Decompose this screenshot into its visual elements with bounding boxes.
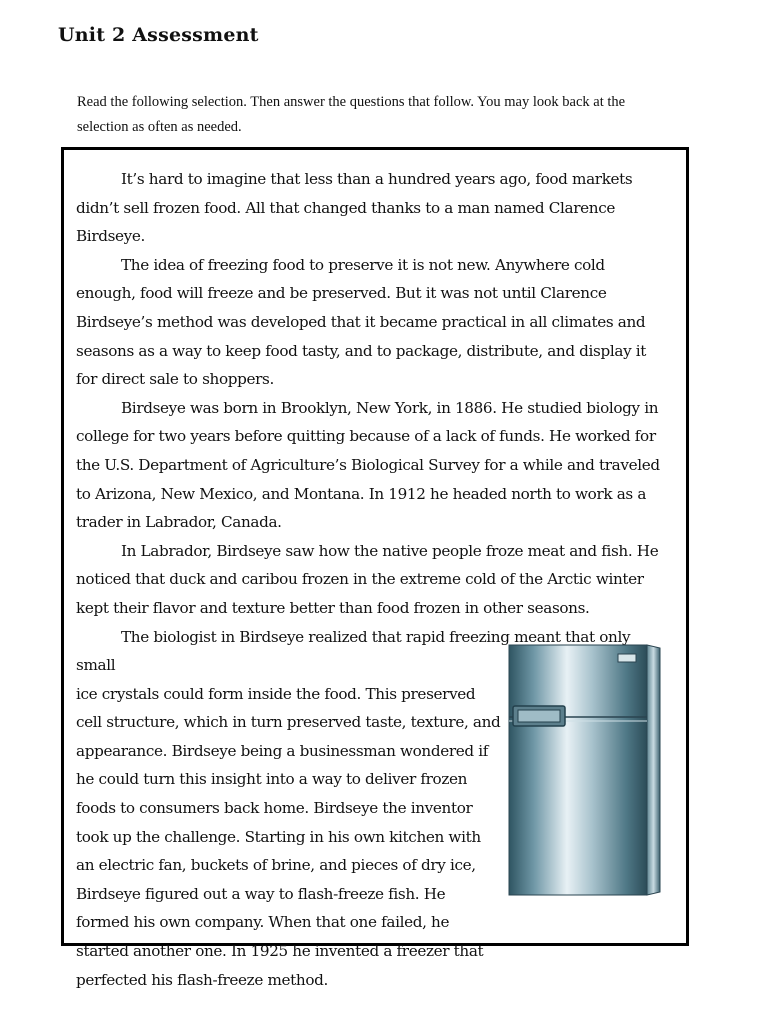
paragraph-1: It’s hard to imagine that less than a hundred years ago, food markets didn’t sell frozen food. All that changed thanks to a man named Clarence Birdseye. (76, 170, 633, 246)
paragraph-5-first-line: The biologist in Birdseye realized that rapid freezing meant that only small (76, 627, 631, 675)
instructions-text: Read the following selection. Then answer the questions that follow. You may look back at the selection as often as needed. (77, 94, 626, 135)
paragraph-2: The idea of freezing food to preserve it is not new. Anywhere cold enough, food will freeze and be preserved. But it was not until Clarence Birdseye’s method was developed that it became practical in all climates and seasons as a way to keep food tasty, and to package, distribute, and display it for direct sale to shoppers. (76, 255, 647, 389)
refrigerator-icon (506, 642, 666, 898)
paragraph-5 (76, 623, 631, 995)
page-title: Unit 2 Assessment (58, 24, 259, 46)
paragraph-4: In Labrador, Birdseye saw how the native people froze meat and fish. He noticed that duck and caribou frozen in the extreme cold of the Arctic winter kept their flavor and texture better than food frozen in other seasons. (76, 541, 659, 617)
paragraph-5-body: ice crystals could form inside the food. This preserved cell structure, which in turn preserved taste, texture, and appearance. Birdseye being a businessman wondered if he could turn this insight into a way to deliver frozen foods to consumers back home. Birdseye the inventor took up the challenge. Starting in his own kitchen with an electric fan, buckets of brine, and pieces of dry ice, Birdseye figured out a way to flash-freeze fish. He formed his own company. When that one failed, he started another one. In 1925 he invented a freezer that perfected his flash-freeze method. (76, 684, 501, 989)
paragraph-3: Birdseye was born in Brooklyn, New York, in 1886. He studied biology in college for two years before quitting because of a lack of funds. He worked for the U.S. Department of Agriculture’s Biological Survey for a while and traveled to Arizona, New Mexico, and Montana. In 1912 he headed north to work as a trader in Labrador, Canada. (76, 398, 660, 532)
